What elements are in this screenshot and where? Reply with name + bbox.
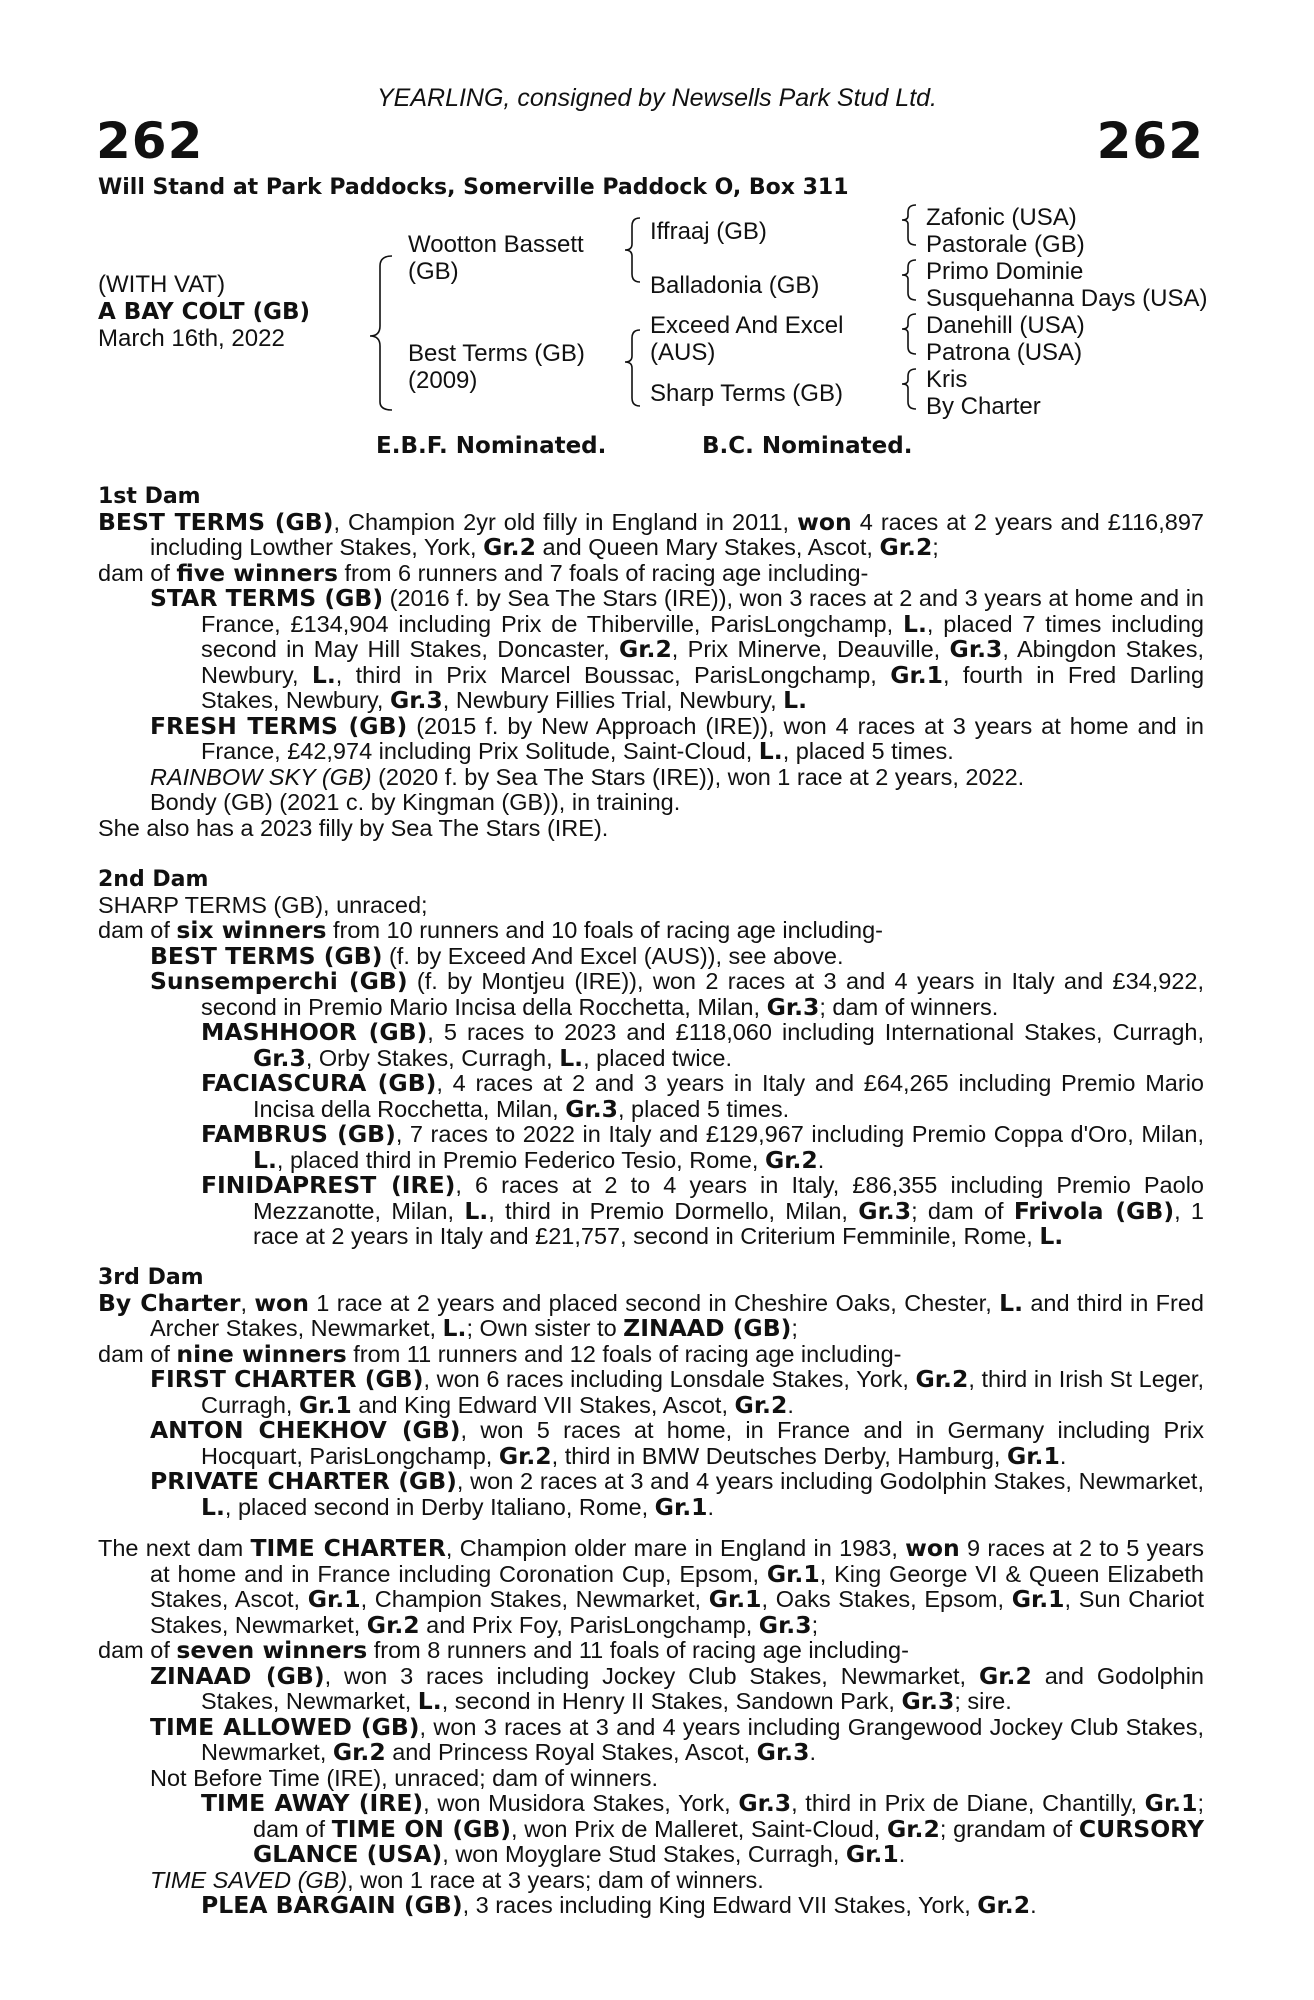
stand-location: Will Stand at Park Paddocks, Somerville Paddock O, Box 311	[98, 175, 849, 200]
grand-progeny-entry: FACIASCURA (GB), 4 races at 2 and 3 years in Italy and £64,265 including Premio Mario Incisa della Rocchetta, Milan, Gr.3, placed 5 times.	[201, 1069, 1204, 1123]
gen3-sss: Zafonic (USA)	[926, 204, 1077, 231]
second-dam-section	[98, 867, 1204, 1250]
dam-entry: By Charter, won 1 race at 2 years and placed second in Cheshire Oaks, Chester, L. and third in Fred Archer Stakes, Newmarket, L.; Own sister to ZINAAD (GB);	[98, 1288, 1204, 1342]
sire-name: Wootton Bassett	[408, 231, 584, 258]
dam-name: Best Terms (GB)	[408, 340, 585, 367]
dam-entry: The next dam TIME CHARTER, Champion older mare in England in 1983, won 9 races at 2 to 5 years at home and in France including Coronation Cup, Epsom, Gr.1, King George VI & Queen Elizabeth Stakes, Ascot, Gr.1, Champion Stakes, Newmarket, Gr.1, Oaks Stakes, Epsom, Gr.1, Sun Chariot Stakes, Newmarket, Gr.2 and Prix Foy, ParisLongchamp, Gr.3;	[98, 1534, 1205, 1639]
progeny-entry: ZINAAD (GB), won 3 races including Jockey Club Stakes, Newmarket, Gr.2 and Godolphin Stakes, Newmarket, L., second in Henry II Stakes, Sandown Park, Gr.3; sire.	[150, 1661, 1204, 1715]
gen3-dds: Kris	[926, 366, 968, 393]
dam-of-line: dam of six winners from 10 runners and 10 foals of racing age including-	[98, 916, 883, 944]
first-dam-section	[98, 484, 1204, 841]
progeny-entry: TIME SAVED (GB), won 1 race at 3 years; dam of winners.	[150, 1866, 764, 1893]
next-dam-section	[98, 1536, 1204, 1919]
gen3-dss: Danehill (USA)	[926, 312, 1085, 339]
dam-sire-name: Exceed And Excel	[650, 312, 844, 339]
gen3-sds: Primo Dominie	[926, 258, 1084, 285]
gen3-dsd: Patrona (USA)	[926, 339, 1083, 366]
progeny-entry: ANTON CHEKHOV (GB), won 5 races at home, in France and in Germany including Prix Hocquart, ParisLongchamp, Gr.2, third in BMW Deutsches Derby, Hamburg, Gr.1.	[150, 1416, 1205, 1470]
gen3-ddd: By Charter	[926, 393, 1041, 420]
bc-nominated: B.C. Nominated.	[702, 433, 913, 459]
also-note: She also has a 2023 filly by Sea The Stars (IRE).	[98, 814, 609, 841]
sire-sire: Iffraaj (GB)	[650, 218, 767, 245]
progeny-entry: Sunsemperchi (GB) (f. by Montjeu (IRE)), won 2 races at 3 and 4 years in Italy and £34,922, second in Premio Mario Incisa della Rocchetta, Milan, Gr.3; dam of winners.	[150, 967, 1204, 1021]
progeny-entry: STAR TERMS (GB) (2016 f. by Sea The Stars (IRE)), won 3 races at 2 and 3 years at home and in France, £134,904 including Prix de Thiberville, ParisLongchamp, L., placed 7 times including second in May Hill Stakes, Doncaster, Gr.2, Prix Minerve, Deauville, Gr.3, Abingdon Stakes, Newbury, L., third in Prix Marcel Boussac, ParisLongchamp, Gr.1, fourth in Fred Darling Stakes, Newbury, Gr.3, Newbury Fillies Trial, Newbury, L.	[150, 584, 1205, 714]
progeny-entry: FIRST CHARTER (GB), won 6 races including Lonsdale Stakes, York, Gr.2, third in Irish St Leger, Curragh, Gr.1 and King Edward VII Stakes, Ascot, Gr.2.	[150, 1365, 1204, 1419]
dam-year: (2009)	[408, 367, 478, 394]
gen3-sdd: Susquehanna Days (USA)	[926, 285, 1208, 312]
dam-of-line: dam of seven winners from 8 runners and 11 foals of racing age including-	[98, 1636, 909, 1664]
dam-dam: Sharp Terms (GB)	[650, 380, 843, 407]
progeny-entry: TIME ALLOWED (GB), won 3 races at 3 and 4 years including Grangewood Jockey Club Stakes, Newmarket, Gr.2 and Princess Royal Stakes, Ascot, Gr.3.	[150, 1712, 1204, 1766]
progeny-entry: PRIVATE CHARTER (GB), won 2 races at 3 and 4 years including Godolphin Stakes, Newmarket, L., placed second in Derby Italiano, Rome, Gr.1.	[150, 1467, 1204, 1521]
consignor-line: YEARLING, consigned by Newsells Park Stud Ltd.	[377, 84, 937, 112]
dam-entry: SHARP TERMS (GB), unraced;	[98, 891, 428, 918]
section-heading: 1st Dam	[98, 484, 201, 509]
lot-number-left: 262	[96, 112, 204, 170]
progeny-entry: Not Before Time (IRE), unraced; dam of winners.	[150, 1764, 659, 1791]
gen3-ssd: Pastorale (GB)	[926, 231, 1085, 258]
foaling-date: March 16th, 2022	[98, 325, 285, 352]
section-heading: 2nd Dam	[98, 867, 209, 892]
progeny-entry: RAINBOW SKY (GB) (2020 f. by Sea The Stars (IRE)), won 1 race at 2 years, 2022.	[150, 763, 1025, 790]
third-dam-section	[98, 1265, 1204, 1520]
section-heading: 3rd Dam	[98, 1265, 204, 1290]
progeny-entry: Bondy (GB) (2021 c. by Kingman (GB)), in training.	[150, 789, 681, 815]
grand-progeny-entry: TIME AWAY (IRE), won Musidora Stakes, York, Gr.3, third in Prix de Diane, Chantilly, Gr.1; dam of TIME ON (GB), won Prix de Malleret, Saint-Cloud, Gr.2; grandam of CURSORY GLANCE (USA), won Moyglare Stud Stakes, Curragh, Gr.1.	[201, 1789, 1205, 1868]
progeny-entry: FRESH TERMS (GB) (2015 f. by New Approach (IRE)), won 4 races at 3 years at home and in France, £42,974 including Prix Solitude, Saint-Cloud, L., placed 5 times.	[150, 711, 1205, 765]
dam-of-line: dam of nine winners from 11 runners and 12 foals of racing age including-	[98, 1339, 902, 1368]
grand-progeny-entry: MASHHOOR (GB), 5 races to 2023 and £118,060 including International Stakes, Curragh, Gr.3, Orby Stakes, Curragh, L., placed twice.	[201, 1018, 1204, 1072]
ebf-nominated: E.B.F. Nominated.	[376, 433, 607, 459]
sire-country: (GB)	[408, 258, 459, 285]
dam-sire-country: (AUS)	[650, 339, 716, 366]
lot-number-right: 262	[1096, 112, 1204, 170]
dam-of-line: dam of five winners from 6 runners and 7 foals of racing age including-	[98, 558, 869, 587]
sire-dam: Balladonia (GB)	[650, 272, 820, 299]
vat-note: (WITH VAT)	[98, 271, 226, 298]
horse-name: A BAY COLT (GB)	[98, 299, 311, 325]
grand-progeny-entry: FAMBRUS (GB), 7 races to 2022 in Italy and £129,967 including Premio Coppa d'Oro, Milan, L., placed third in Premio Federico Tesio, Rome, Gr.2.	[201, 1120, 1205, 1174]
grand-progeny-entry: FINIDAPREST (IRE), 6 races at 2 to 4 years in Italy, £86,355 including Premio Paolo Mezzanotte, Milan, L., third in Premio Dormello, Milan, Gr.3; dam of Frivola (GB), 1 race at 2 years in Italy and £21,757, second in Criterium Femminile, Rome, L.	[201, 1171, 1204, 1250]
grand-progeny-entry: PLEA BARGAIN (GB), 3 races including King Edward VII Stakes, York, Gr.2.	[201, 1891, 1037, 1919]
dam-entry: BEST TERMS (GB), Champion 2yr old filly in England in 2011, won 4 races at 2 years and £116,897 including Lowther Stakes, York, Gr.2 and Queen Mary Stakes, Ascot, Gr.2;	[98, 507, 1204, 561]
progeny-entry: BEST TERMS (GB) (f. by Exceed And Excel (AUS)), see above.	[150, 941, 844, 970]
